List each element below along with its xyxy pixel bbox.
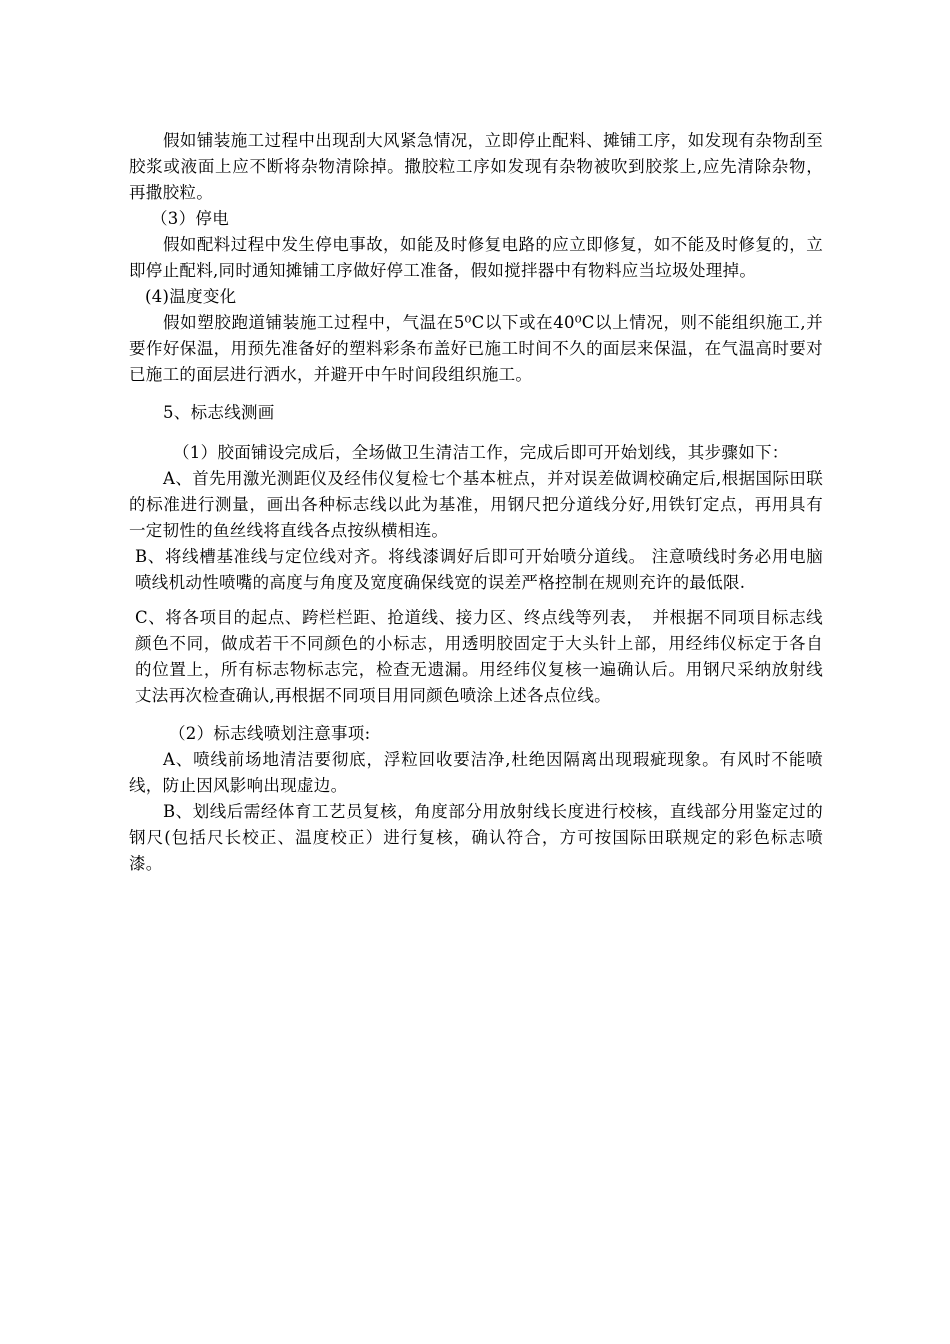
heading-power-outage: （3）停电	[151, 209, 229, 228]
paragraph-power-outage: 假如配料过程中发生停电事故，如能及时修复电路的应立即修复，如不能及时修复的，立即停止配料,同时通知摊铺工序做好停工准备，假如搅拌器中有物料应当垃圾处理掉。	[129, 235, 823, 280]
document-body	[129, 128, 823, 877]
heading-marking-lines: 5、标志线测画	[163, 403, 275, 422]
paragraph-step-b: B、将线槽基准线与定位线对齐。将线漆调好后即可开始喷分道线。 注意喷线时务必用电脑喷线机动性喷嘴的高度与角度及宽度确保线宽的误差严格控制在规则充许的最低限.	[135, 547, 823, 592]
paragraph-marking-step-1: （1）胶面铺设完成后，全场做卫生清洁工作，完成后即可开始划线，其步骤如下：	[173, 443, 789, 462]
paragraph-step-c: C、将各项目的起点、跨栏栏距、抢道线、接力区、终点线等列表， 并根据不同项目标志线颜色不同，做成若干不同颜色的小标志，用透明胶固定于大头针上部，用经纬仪标定于各自的位置上，所有标志物标志完，检查无遗漏。用经纬仪复核一遍确认后。用钢尺采纳放射线丈法再次检查确认,再根据不同项目用同颜色喷涂上述各点位线。	[135, 608, 823, 705]
paragraph-temperature-change: 假如塑胶跑道铺装施工过程中，气温在5⁰C以下或在40⁰C以上情况，则不能组织施工,并要作好保温，用预先准备好的塑料彩条布盖好已施工时间不久的面层来保温，在气温高时要对已施工的面层进行洒水，并避开中午时间段组织施工。	[129, 313, 823, 384]
heading-temperature-change: (4)温度变化	[145, 287, 237, 306]
heading-spray-notes: （2）标志线喷划注意事项:	[169, 724, 371, 743]
paragraph-step-a: A、首先用激光测距仪及经伟仪复检七个基本桩点，并对误差做调校确定后,根据国际田联的标准进行测量，画出各种标志线以此为基准，用钢尺把分道线分好,用铁钉定点，再用具有一定韧性的鱼丝线将直线各点按纵横相连。	[129, 469, 823, 540]
paragraph-note-b: B、划线后需经体育工艺员复核，角度部分用放射线长度进行校核，直线部分用鉴定过的钢尺(包括尺长校正、温度校正）进行复核，确认符合，方可按国际田联规定的彩色标志喷漆。	[129, 802, 823, 873]
paragraph-note-a: A、喷线前场地清洁要彻底，浮粒回收要洁净,杜绝因隔离出现瑕疵现象。有风时不能喷线，防止因风影响出现虚边。	[129, 750, 823, 795]
paragraph-strong-wind: 假如铺装施工过程中出现刮大风紧急情况，立即停止配料、摊铺工序，如发现有杂物刮至胶浆或液面上应不断将杂物清除掉。撒胶粒工序如发现有杂物被吹到胶浆上,应先清除杂物，再撒胶粒。	[129, 131, 823, 202]
